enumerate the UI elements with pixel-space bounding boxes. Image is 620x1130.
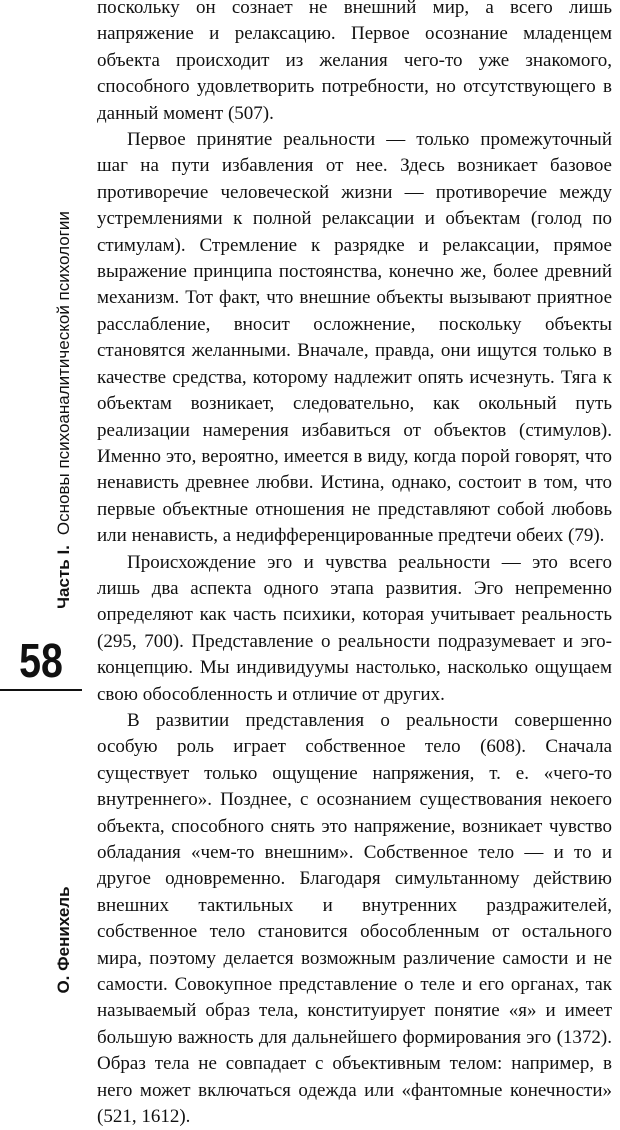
paragraph: Происхождение эго и чувства реальности — это всего лишь два аспекта одного этапа развития. Эго непременно определяют как часть психики, которая учитывает реальность (295, 700). Представление о реальности подразумевает и эго-концепцию. Мы индивидуумы настолько, насколько ощущаем свою обособленность и отличие от других.	[97, 551, 612, 705]
paragraph: Первое принятие реальности — только промежуточный шаг на пути избавления от нее. Здесь возникает базовое противоречие человеческой жизни — противоречие между устремлениями к полной релаксации и объектам (голод по стимулам). Стремление к разрядке и релаксации, прямое выражение принципа постоянства, конечно же, более древний механизм. Тот факт, что внешние объекты вызывают приятное расслабление, вносит осложнение, поскольку объекты становятся желанными. Вначале, правда, они ищутся только в качестве средства, которому надлежит опять исчезнуть. Тяга к объектам возникает, следовательно, как окольный путь реализации намерения избавиться от объектов (стимулов). Именно это, вероятно, имеется в виду, когда порой говорят, что ненависть древнее любви. Истина, однако, состоит в том, что первые объектные отношения не представляют собой любовь или ненависть, а недифференцированные предтечи обеих (79).	[97, 129, 612, 547]
running-head	[54, 211, 74, 609]
running-head-part: Часть I.	[54, 545, 73, 609]
page-margin	[0, 0, 90, 1003]
running-head-section: Основы психоаналитической психологии	[54, 211, 73, 536]
text-column	[97, 0, 612, 1130]
page-number-rule	[0, 689, 82, 691]
author-name: О. Фенихель	[54, 886, 73, 994]
page-number: 58	[19, 635, 63, 688]
paragraph: поскольку он сознает не внешний мир, а всего лишь напряжение и релаксацию. Первое осознание младенцем объекта происходит из желания чего-то уже знакомого, способного удовлетворить потребности, но отсутствующего в данный момент (507).	[97, 0, 612, 124]
paragraph: В развитии представления о реальности совершенно особую роль играет собственное тело (608). Сначала существует только ощущение напряжения, т. е. «чего-то внутреннего». Позднее, с осознанием существования некоего объекта, способного снять это напряжение, возникает чувство обладания «чем-то внешним». Собственное тело — и то и другое одновременно. Благодаря симультанному действию внешних тактильных и внутренних раздражителей, собственное тело становится обособленным от остального мира, поэтому делается возможным различение самости и не самости. Совокупное представление о теле и его органах, так называемый образ тела, конституирует понятие «я» и имеет большую важность для дальнейшего формирования эго (1372). Образ тела не совпадает с объективным телом: например, в него может включаться одежда или «фантомные конечности» (521, 1612).	[97, 709, 612, 1128]
